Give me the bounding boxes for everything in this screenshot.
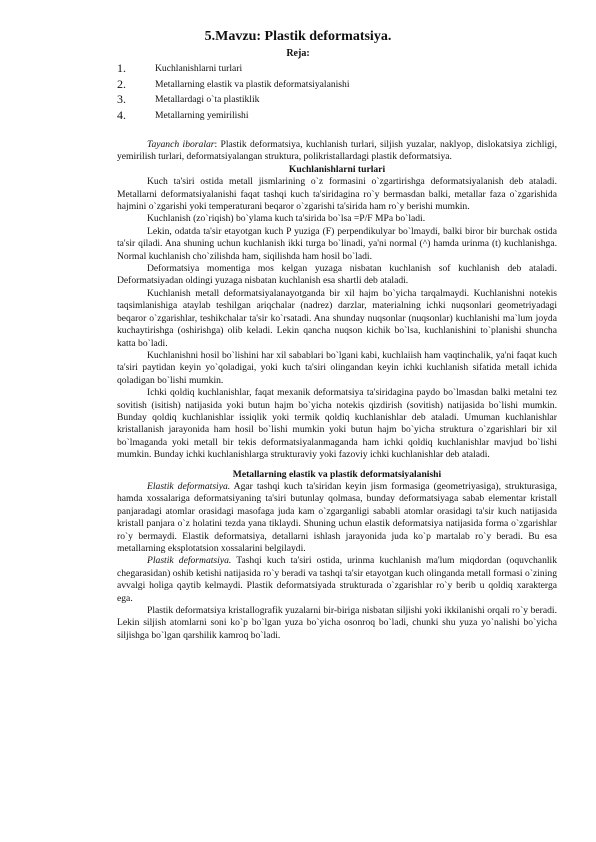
plan-item-number: 2. xyxy=(117,76,126,91)
plan-item-text: Metallardagi o`ta plastiklik xyxy=(155,94,260,106)
paragraph: Deformatsiya momentiga mos kelgan yuzaga nisbatan kuchlanish sof kuchlanish deb ataladi. Deformatsiyadan oldingi yuzaga nisbatan kuchlanish esa shartli deb ataladi. xyxy=(117,263,557,287)
paragraph: Lekin, odatda ta'sir etayotgan kuch P yuziga (F) perpendikulyar bo`lmaydi, balki biror bir burchak ostida ta'sir qiladi. Ana shuning uchun kuchlanish ikki turga bo`linadi, ya'ni normal (^) hamda urinma (t) kuchlanishga. Normal kuchlanish cho`zilishda ham, siqilishda ham hosil bo`ladi. xyxy=(117,225,557,262)
plan-item-text: Metallarning elastik va plastik deformatsiyalanishi xyxy=(155,78,350,90)
paragraph: Plastik deformatsiya kristallografik yuzalarni bir-biriga nisbatan siljishi yoki ikkilanishi orqali ro`y beradi. Lekin siljish atomlarni soni ko`p bo`lgan yuza bo`yicha osonroq bo`ladi, chunki shu yuza yo`nalishi bo`yicha siljishga bo`lgan qarshilik kamroq bo`ladi. xyxy=(117,605,557,641)
section-heading: Metallarning elastik va plastik deformatsiyalanishi xyxy=(232,468,442,480)
plan-item xyxy=(117,61,350,77)
plan-item-number: 4. xyxy=(117,107,126,122)
paragraph: Kuch ta'siri ostida metall jismlarining o`z formasini o`zgartirishga deformatsiyalanish deb ataladi. Metallarni deformatsiyalanishi faqat tashqi kuch ta'siridagina ro`y bermasdan balki, metallar faza o`zgarishida hajmini o`zgarishi yoki temperaturani beqaror o`zgarishi ta'sirida ham ro`y berishi mumkin. xyxy=(117,176,557,213)
document-body xyxy=(117,139,557,642)
plan-item xyxy=(117,77,350,93)
section-heading: Kuchlanishlarni turlari xyxy=(288,163,386,175)
term-label: Elastik deformatsiya. xyxy=(147,480,231,492)
paragraph: Kuchlanish metall deformatsiyalanayotganda bir xil hajm bo`yicha tarqalmaydi. Kuchlanishni notekis taqsimlanishiga ataylab teshilgan ariqchalar (nadrez) darzlar, materialning ichki nuqsonlari geometriyadagi beqaror o`zgarishlar, teshikchalar ta'sir ko`rsatadi. Ana shunday nuqsonlar (nuqsonlar) kuchlanishi mа`lum joyda kuchaytirishga (oshirishga) olib keladi. Lekin qancha nuqson kichik bo`lsa, kuchlanishini to`planishi shuncha katta bo`ladi. xyxy=(117,287,557,349)
plan-item-number: 3. xyxy=(117,92,126,107)
paragraph-text: Tashqi kuch ta'siri ostida, urinma kuchlanish ma'lum miqdordan (oquvchanlik chegarasidan) oshib ketishi natijasida ro`y beradi va tashqi ta'sir etayotgan kuch olinganda metall formasi o`zining avvalgi holiga qaytib kelmaydi. Plastik deformatsiyada strukturada o`zgarishlar ro`y berib u qoldiq xarakterga ega. xyxy=(117,555,557,604)
plan-item xyxy=(117,108,350,124)
plan-item xyxy=(117,92,350,108)
paragraph-text: Agar tashqi kuch ta'siridan keyin jism formasiga (geometriyasiga), strukturasiga, hamda xossalariga deformatsiyaning ta'siri butunlay qolmasa, bunday deformatsiyaga sabab elementar kristall panjaradagi atomlar orasidagi masofaga juda kam o`zgarganligi sababli atomlar orasidagi ta'sir kuch natijasida kristall panjara o`z holatini tezda yana tiklaydi. Shuning uchun elastik deformatsiya natijasida forma o`zgarishlar ro`y bermaydi. Elastik deformatsiya, detallarni ishlash jarayonida juda ko`p martalab ro`y beradi. Bu esa metallarning eksplotatsion xossalarini belgilaydi. xyxy=(117,480,557,554)
plan-item-number: 1. xyxy=(117,61,126,75)
paragraph xyxy=(117,481,557,555)
keywords-label: Tayanch iboralar xyxy=(147,139,215,150)
plan-item-text: Metallarning yemirilishi xyxy=(155,109,249,121)
plan-item-text: Kuchlanishlarni turlari xyxy=(155,63,243,74)
term-label: Plastik deformatsiya. xyxy=(147,555,232,567)
plan-list xyxy=(117,61,350,123)
paragraph: Kuchlanish (zo`riqish) bo`ylama kuch ta'sirida bo`lsa =P/F MPa bo`ladi. xyxy=(147,213,426,225)
paragraph: Ichki qoldiq kuchlanishlar, faqat mexanik deformatsiya ta'siridagina paydo bo`lmasdan balki metalni tez sovitish (isitish) natijasida yoki butun hajm bo`yicha notekis qizdirish (sovitish) natijasida bo`lishi mumkin. Bunday qoldiq kuchlanishlar issiqlik yoki termik qoldiq kuchlanishlar deb ataladi. Umuman kuchlanishlar kristallanish jarayonida ham hosil bo`lishi mumkin yoki butun hajm bo`yicha struktura o`zgarishlari bir xil bo`lmaganda yoki metall bir tekis deformatsiyalanmaganda ham ichki qoldiq kuchlanishlar mavjud bo`lishi mumkin. Bunday ichki kuchlanishlarga strukturaviy yoki fazoviy ichki kuchlanishlar deb ataladi. xyxy=(117,387,557,461)
paragraph: Kuchlanishni hosil bo`lishini har xil sabablari bo`lgani kabi, kuchlaiish ham vaqtinchalik, ya'ni faqat kuch ta'siri paytidan keyin yo`qoladigai, yoki kuch ta'siri olingandan keyin ichki kuchlanish sifatida metall ichida qoladigan bo`lishi mumkin. xyxy=(117,349,557,386)
page-title: 5.Mavzu: Plastik deformatsiya. xyxy=(204,29,392,44)
paragraph xyxy=(117,555,557,605)
keywords-paragraph xyxy=(117,139,557,164)
plan-heading: Reja: xyxy=(286,48,310,59)
keywords-text: : Plastik deformatsiya, kuchlanish turlari, siljish yuzalar, naklyop, dislokatsiya zichligi, yemirilish turlari, deformatsiyalangan struktura, polikristallardagi plastik deformatsiya. xyxy=(117,139,557,163)
